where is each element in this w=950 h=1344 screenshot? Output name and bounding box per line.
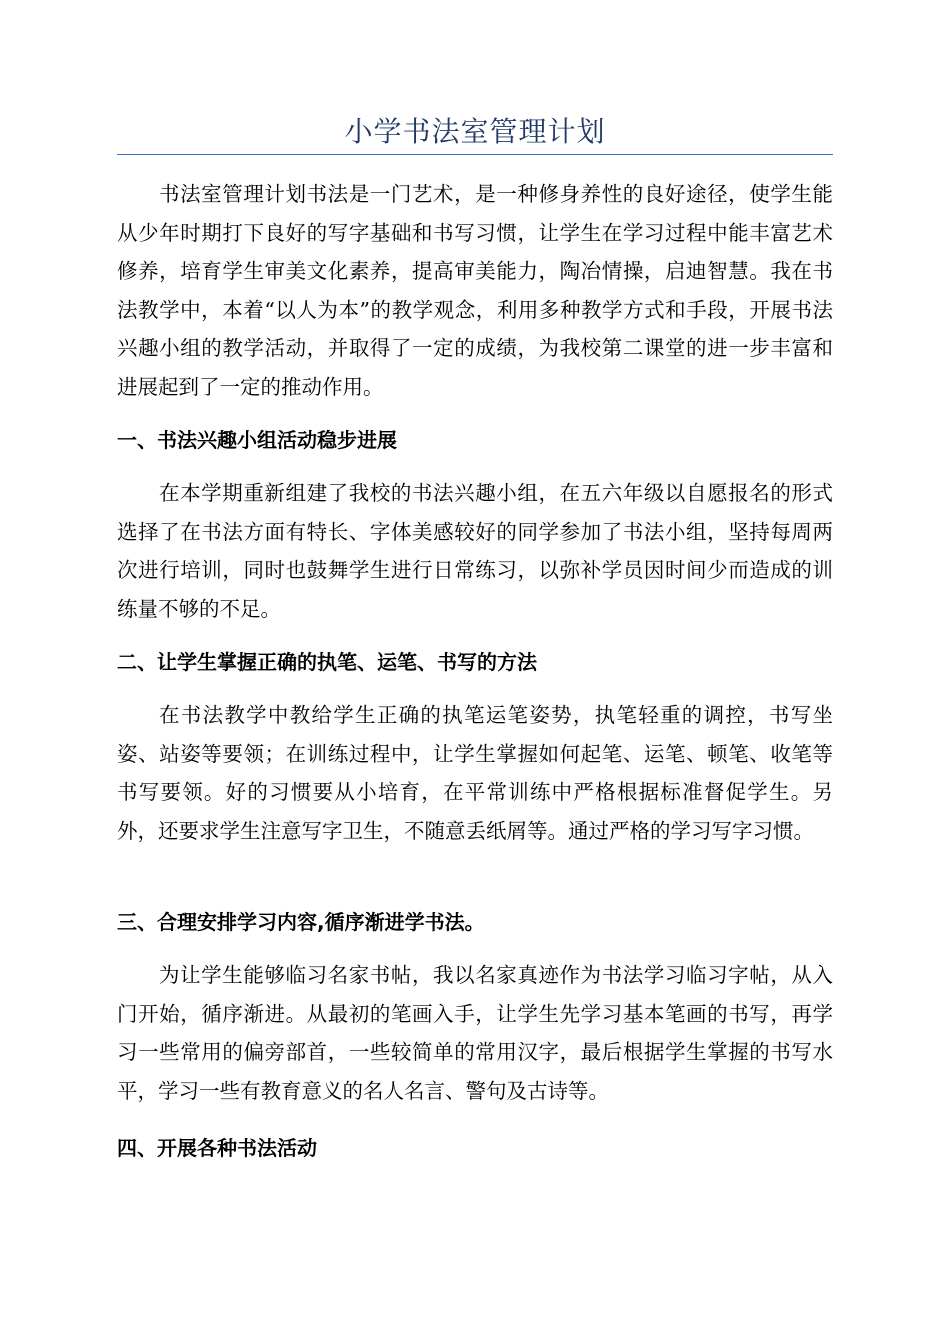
section-2-heading: 二、让学生掌握正确的执笔、运笔、书写的方法 [117,650,537,674]
section-4-heading: 四、开展各种书法活动 [117,1136,317,1160]
section-3-paragraph: 为让学生能够临习名家书帖，我以名家真迹作为书法学习临习字帖，从入门开始，循序渐进。从最初的笔画入手，让学生先学习基本笔画的书写，再学习一些常用的偏旁部首，一些较简单的常用汉字，最后根据学生掌握的书写水平，学习一些有教育意义的名人名言、警句及古诗等。 [117,963,833,1103]
intro-paragraph: 书法室管理计划书法是一门艺术，是一种修身养性的良好途径，使学生能从少年时期打下良好的写字基础和书写习惯，让学生在学习过程中能丰富艺术修养，培育学生审美文化素养，提高审美能力，陶冶情操，启迪智慧。我在书法教学中，本着“以人为本”的教学观念，利用多种教学方式和手段，开展书法兴趣小组的教学活动，并取得了一定的成绩，为我校第二课堂的进一步丰富和进展起到了一定的推动作用。 [117,182,833,399]
section-1-heading: 一、书法兴趣小组活动稳步进展 [117,428,397,452]
document-title: 小学书法室管理计划 [344,115,606,148]
section-2-paragraph: 在书法教学中教给学生正确的执笔运笔姿势，执笔轻重的调控，书写坐姿、站姿等要领；在训练过程中，让学生掌握如何起笔、运笔、顿笔、收笔等书写要领。好的习惯要从小培育，在平常训练中严格根据标准督促学生。另外，还要求学生注意写字卫生，不随意丢纸屑等。通过严格的学习写字习惯。 [117,703,833,843]
section-3-heading: 三、合理安排学习内容,循序渐进学书法。 [117,910,485,934]
section-1-paragraph: 在本学期重新组建了我校的书法兴趣小组，在五六年级以自愿报名的形式选择了在书法方面有特长、字体美感较好的同学参加了书法小组，坚持每周两次进行培训，同时也鼓舞学生进行日常练习，以弥补学员因时间少而造成的训练量不够的不足。 [117,481,833,621]
title-underline [117,154,833,155]
